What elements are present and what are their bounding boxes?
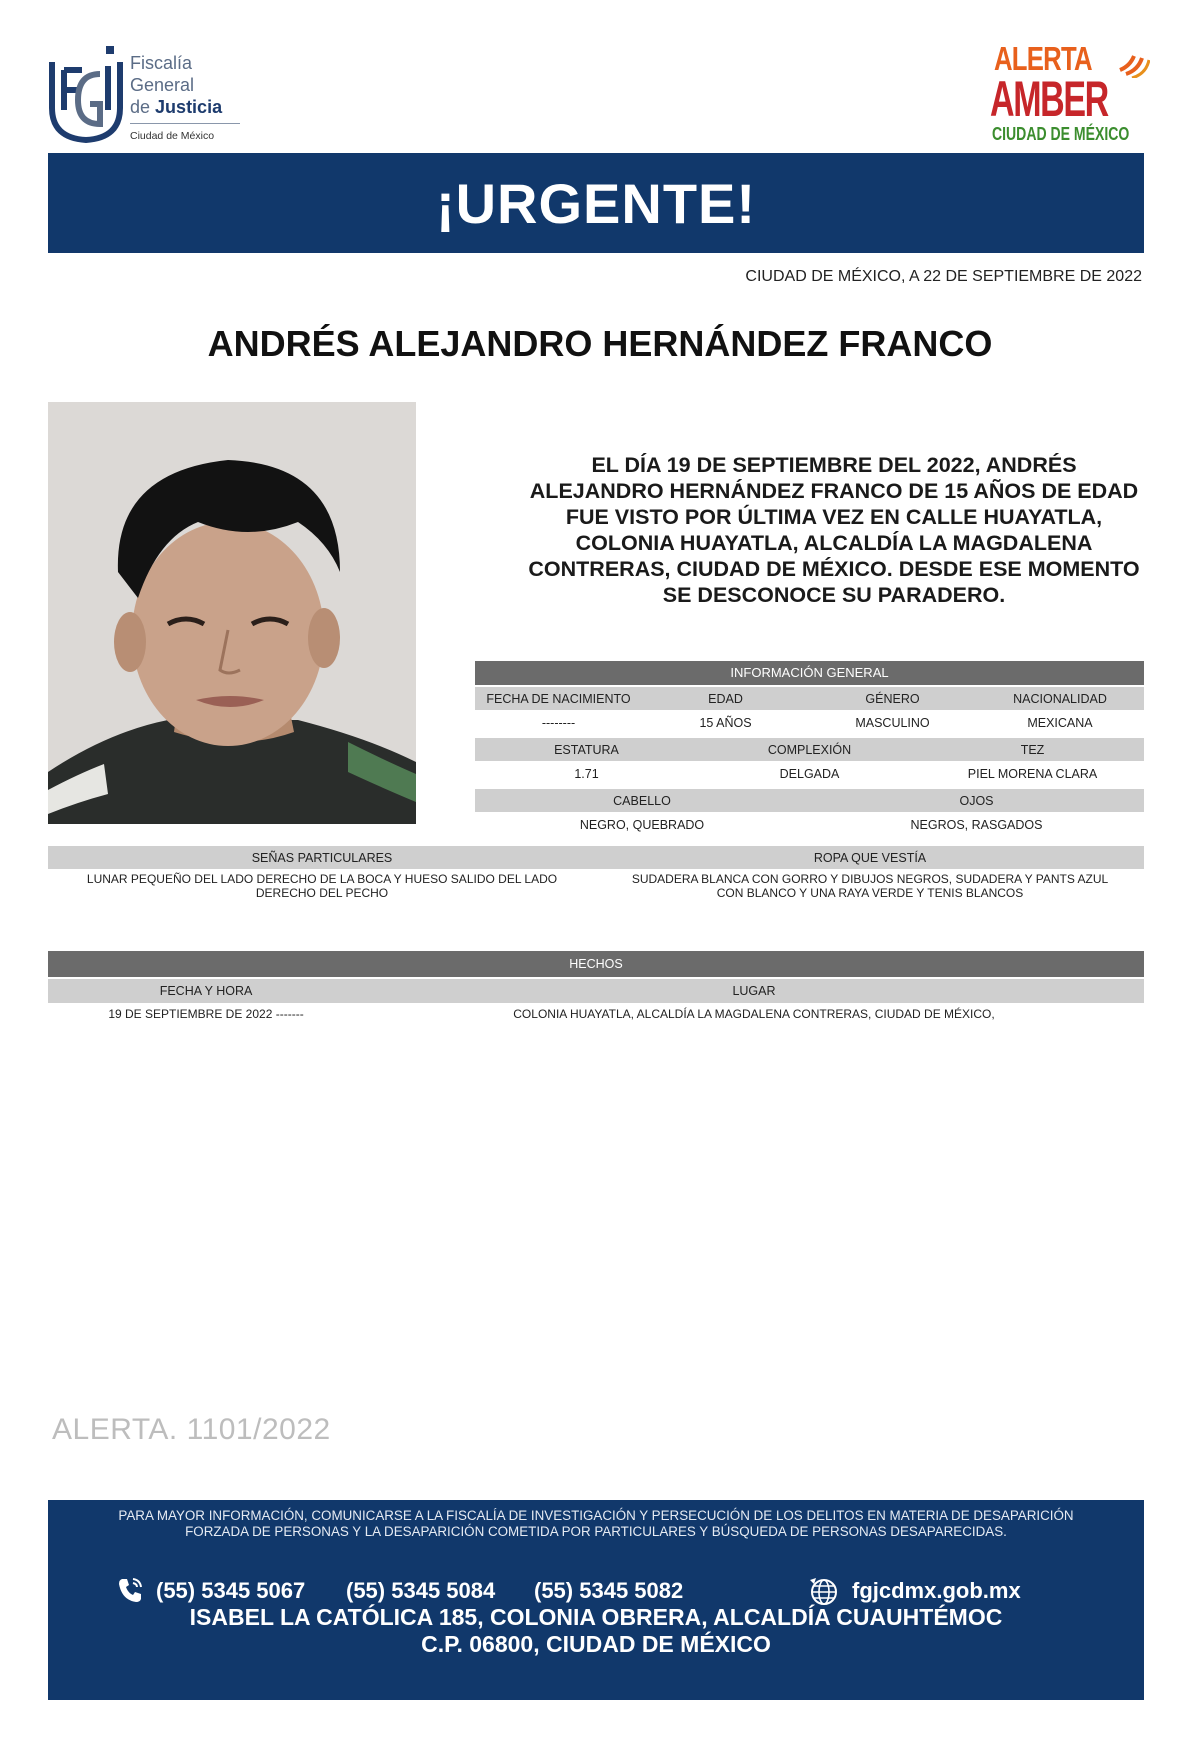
value-eyes: NEGROS, RASGADOS [910,818,1043,832]
alert-number: ALERTA. 1101/2022 [52,1413,331,1446]
alerta-amber-logo [990,40,1150,148]
phone-number[interactable]: (55) 5345 5067 [156,1578,306,1603]
general-info-value-row [475,710,1144,736]
value-build: DELGADA [779,767,840,781]
fgj-line3 [130,96,222,118]
description-line: ALEJANDRO HERNÁNDEZ FRANCO DE 15 AÑOS DE EDAD [529,479,1139,503]
fgj-name [130,52,222,118]
fgj-divider [130,123,240,124]
col-header-clothing: ROPA QUE VESTÍA [813,850,927,865]
physical-value-row [475,761,1144,787]
physical-header-row [475,738,1144,761]
value-place: COLONIA HUAYATLA, ALCALDÍA LA MAGDALENA CONTRERAS, CIUDAD DE MÉXICO, [513,1007,995,1021]
facts-title: HECHOS [48,951,1144,977]
value-marks [48,872,596,900]
phone-icon [116,1576,144,1604]
description-line: CONTRERAS, CIUDAD DE MÉXICO. DESDE ESE MOMENTO [528,557,1140,581]
col-header-place: LUGAR [732,984,776,998]
clothing-line: SUDADERA BLANCA CON GORRO Y DIBUJOS NEGROS, SUDADERA Y PANTS AZUL [631,872,1109,886]
case-description [474,452,1194,608]
col-header-nationality: NACIONALIDAD [1013,691,1107,706]
marks-clothing-table [48,846,1144,900]
fgj-logo [48,44,248,148]
col-header-marks: SEÑAS PARTICULARES [251,850,393,865]
general-info-table [475,661,1144,838]
col-header-hair: CABELLO [613,793,671,808]
signal-waves-icon [1116,44,1150,78]
fgj-line3-strong: Justicia [155,97,223,117]
col-header-datetime: FECHA Y HORA [159,984,253,998]
footer-note-line: PARA MAYOR INFORMACIÓN, COMUNICARSE A LA FISCALÍA DE INVESTIGACIÓN Y PERSECUCIÓN DE LOS DELITOS EN MATERIA DE DESAPARICIÓN [118,1508,1074,1523]
amber-line-amber: AMBER [990,71,1108,127]
col-header-age: EDAD [708,691,743,706]
col-header-birthdate: FECHA DE NACIMIENTO [486,691,631,706]
amber-line-city: CIUDAD DE MÉXICO [992,124,1130,144]
col-header-eyes: OJOS [959,793,994,808]
facts-value-row [48,1003,1144,1025]
facts-header-row [48,979,1144,1003]
contact-footer [48,1500,1144,1700]
footer-note [68,1508,1124,1540]
amber-line-alerta: ALERTA [994,40,1092,77]
description-line: FUE VISTO POR ÚLTIMA VEZ EN CALLE HUAYATLA, [565,505,1103,529]
fgj-emblem-icon [48,44,124,144]
value-datetime: 19 DE SEPTIEMBRE DE 2022 ------- [108,1007,304,1021]
marks-line: DERECHO DEL PECHO [255,886,389,900]
facts-table [48,951,1144,1025]
globe-icon [808,1576,838,1606]
col-header-height: ESTATURA [554,742,619,757]
value-clothing [596,872,1144,900]
date-line: CIUDAD DE MÉXICO, A 22 DE SEPTIEMBRE DE 2022 [745,268,1142,285]
fgj-line1: Fiscalía [130,53,193,73]
person-name: ANDRÉS ALEJANDRO HERNÁNDEZ FRANCO [207,323,993,364]
general-info-title: INFORMACIÓN GENERAL [475,661,1144,685]
fgj-line2: General [130,75,195,95]
value-hair: NEGRO, QUEBRADO [579,818,705,832]
phone-number[interactable]: (55) 5345 5082 [534,1578,684,1603]
value-gender: MASCULINO [855,716,930,730]
urgent-banner [48,153,1144,253]
address-line-2: C.P. 06800, CIUDAD DE MÉXICO [421,1631,771,1657]
missing-person-photo [48,402,416,824]
col-header-build: COMPLEXIÓN [767,742,852,757]
portrait-illustration [48,402,416,824]
marks-clothing-value-row [48,869,1144,900]
urgent-title: ¡URGENTE! [435,171,757,235]
features-value-row [475,812,1144,838]
col-header-complexion: TEZ [1020,742,1045,757]
features-header-row [475,789,1144,812]
fgj-subtitle: Ciudad de México [130,130,215,142]
footer-note-line: FORZADA DE PERSONAS Y LA DESAPARICIÓN COMETIDA POR PARTICULARES Y BÚSQUEDA DE PERSONAS DESAPARECIDAS. [185,1524,1007,1539]
value-nationality: MEXICANA [1027,716,1093,730]
col-header-gender: GÉNERO [865,691,920,706]
website-link[interactable]: fgjcdmx.gob.mx [852,1578,1021,1603]
marks-clothing-header-row [48,846,1144,869]
general-info-header-row [475,687,1144,710]
marks-line: LUNAR PEQUEÑO DEL LADO DERECHO DE LA BOCA Y HUESO SALIDO DEL LADO [86,872,558,886]
description-line: COLONIA HUAYATLA, ALCALDÍA LA MAGDALENA [575,531,1093,555]
description-line: SE DESCONOCE SU PARADERO. [662,583,1006,607]
description-line: EL DÍA 19 DE SEPTIEMBRE DEL 2022, ANDRÉS [591,453,1077,477]
clothing-line: CON BLANCO Y UNA RAYA VERDE Y TENIS BLANCOS [716,886,1024,900]
address-line-1: ISABEL LA CATÓLICA 185, COLONIA OBRERA, ALCALDÍA CUAUHTÉMOC [189,1604,1003,1630]
value-complexion: PIEL MORENA CLARA [967,767,1098,781]
contact-row [48,1576,1144,1606]
phone-number[interactable]: (55) 5345 5084 [346,1578,496,1603]
fgj-line3-prefix: de [130,97,151,117]
value-birthdate: -------- [541,716,576,730]
value-height: 1.71 [574,767,599,781]
value-age: 15 AÑOS [699,716,752,730]
